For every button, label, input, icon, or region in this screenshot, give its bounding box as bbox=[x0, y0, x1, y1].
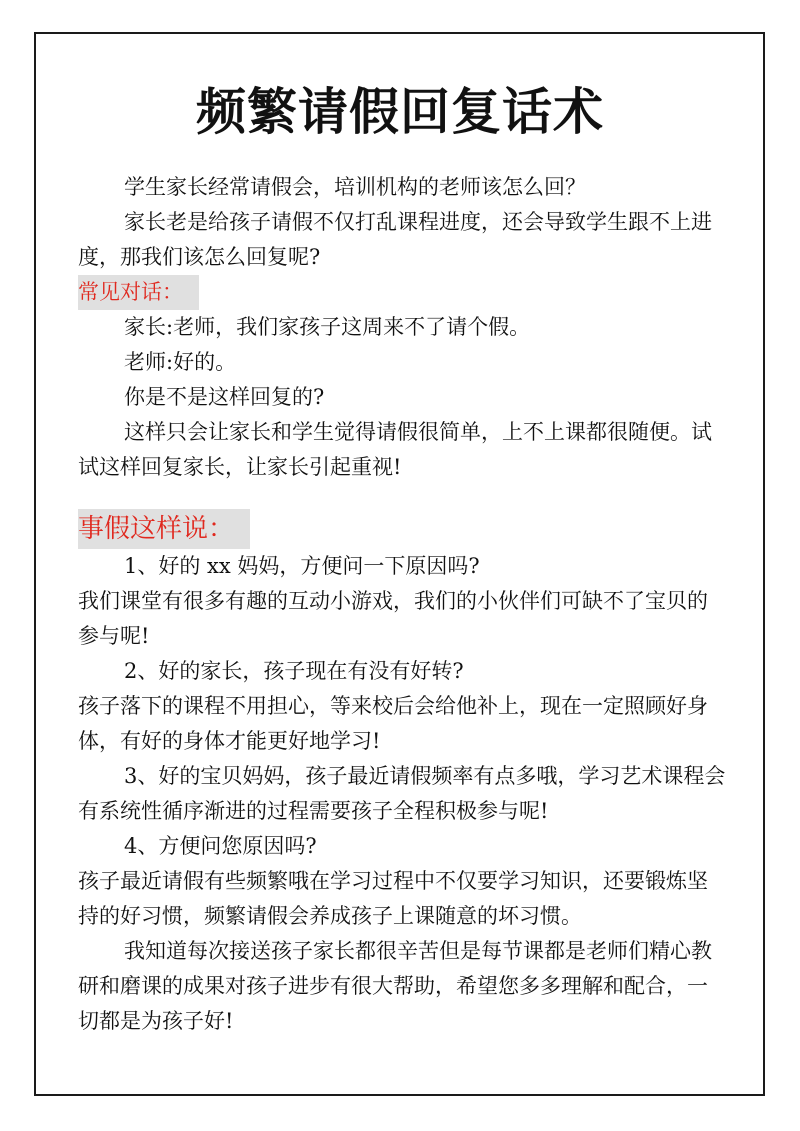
page-title: 频繁请假回复话术 bbox=[196, 82, 604, 141]
reply-item-1-answer: 我们课堂有很多有趣的互动小游戏，我们的小伙伴们可缺不了宝贝的参与呢! bbox=[78, 589, 708, 648]
heading-highlight: 常见对话： bbox=[78, 275, 199, 310]
reply-item-4-question: 4、方便问您原因吗? bbox=[124, 834, 317, 858]
section-heading-common-dialogue bbox=[78, 275, 728, 310]
section-spacer bbox=[78, 485, 728, 509]
dialogue-line-teacher: 老师:好的。 bbox=[124, 350, 237, 374]
reply-item-3-question: 3、好的宝贝妈妈，孩子最近请假频率有点多哦，学习艺术课程会有系统性循序渐进的过程需要孩子全程积极参与呢! bbox=[78, 764, 726, 823]
document-body bbox=[78, 170, 728, 1039]
dialogue-line-parent: 家长:老师，我们家孩子这周来不了请个假。 bbox=[124, 315, 531, 339]
intro-paragraph-2: 家长老是给孩子请假不仅打乱课程进度，还会导致学生跟不上进度，那我们该怎么回复呢? bbox=[78, 210, 712, 269]
section-heading-leave-replies bbox=[78, 509, 728, 549]
closing-paragraph: 我知道每次接送孩子家长都很辛苦但是每节课都是老师们精心教研和磨课的成果对孩子进步有很大帮助，希望您多多理解和配合，一切都是为孩子好! bbox=[78, 939, 712, 1033]
reply-item-4-answer: 孩子最近请假有些频繁哦在学习过程中不仅要学习知识，还要锻炼坚持的好习惯，频繁请假会养成孩子上课随意的坏习惯。 bbox=[78, 869, 708, 928]
reply-item-2-question: 2、好的家长，孩子现在有没有好转? bbox=[124, 659, 464, 683]
reply-item-1-question: 1、好的 xx 妈妈，方便问一下原因吗? bbox=[124, 554, 480, 578]
intro-paragraph-1: 学生家长经常请假会，培训机构的老师该怎么回？ bbox=[124, 175, 586, 199]
reply-item-2-answer: 孩子落下的课程不用担心，等来校后会给他补上，现在一定照顾好身体，有好的身体才能更好地学习! bbox=[78, 694, 708, 753]
dialogue-comment: 这样只会让家长和学生觉得请假很简单，上不上课都很随便。试试这样回复家长，让家长引起重视! bbox=[78, 420, 712, 479]
dialogue-question: 你是不是这样回复的? bbox=[124, 385, 325, 409]
heading-highlight: 事假这样说： bbox=[78, 509, 250, 549]
